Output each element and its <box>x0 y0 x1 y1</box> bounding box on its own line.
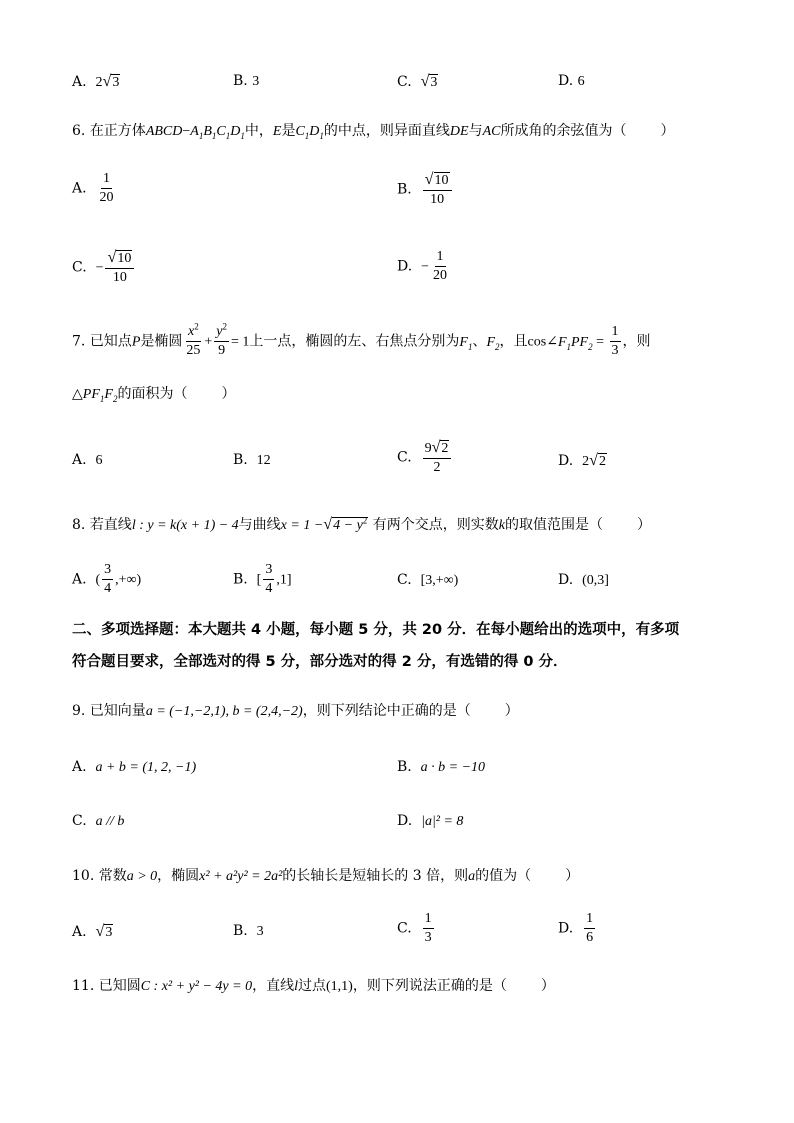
q10-option-c: C. $\frac{1}{3}$ <box>397 911 432 945</box>
q9-option-b: B. a · b = −10 <box>397 759 486 775</box>
q7-option-c: C. 9 √ 2 2 <box>397 440 453 475</box>
q10-option-a: A. √ 3 <box>72 923 113 941</box>
section-2-header-line2: 符合题目要求，全部选对的得 5 分，部分选对的得 2 分，有选错的得 0 分． <box>72 654 568 670</box>
q8-option-a: A. ( $\frac{3}{4}$ ,+∞) <box>72 562 142 596</box>
q7-stem: 7. 已知点P是椭圆 $\frac{x^2}{25}$ + $\frac{y^2}{9}$ = 1上一点，椭圆的左、右焦点分别为$F_1$、$F_2$，且$\cos\angle F_1PF_2$ = $\frac{1}{3}$ ，则 <box>72 321 651 358</box>
q6-stem: 6. 在正方体$ABCD-A_1B_1C_1D_1$中，E是$C_1D_1$的中点，则异面直线DE与AC所成角的余弦值为（ ） <box>72 123 675 141</box>
q8-option-c: C. [3,+∞) <box>397 572 459 588</box>
q8-option-b: B. [ $\frac{3}{4}$ ,1] <box>233 562 292 596</box>
q5-option-c: C. √ 3 <box>397 73 438 91</box>
q10-option-d: D. $\frac{1}{6}$ <box>558 911 594 945</box>
section-2-header-line1: 二、多项选择题：本大题共 4 小题，每小题 5 分，共 20 分．在每小题给出的选项中，有多项 <box>72 622 680 638</box>
q8-stem: 8. 若直线l : y = k(x + 1) − 4与曲线x = 1 − √ $4 - y^2$ 有两个交点，则实数k的取值范围是（ ） <box>72 515 651 534</box>
q10-option-b: B. 3 <box>233 923 264 939</box>
q6-option-a: A. $\frac{1}{20}$ <box>72 171 114 205</box>
q6-option-b: B. √ 10 10 <box>397 172 454 207</box>
q9-stem: 9. 已知向量a = (−1,−2,1), b = (2,4,−2)，则下列结论中正确的是（ ） <box>72 703 519 719</box>
q9-option-c: C. a // b <box>72 813 125 829</box>
q7-option-d: D. 2 √ 2 <box>558 452 606 470</box>
q7-stem-line2: $\triangle PF_1F_2$的面积为（ ） <box>72 386 236 404</box>
q6-option-c: C. − √ 10 10 <box>72 250 136 285</box>
q7-option-b: B. 12 <box>233 452 271 468</box>
q7-option-a: A. 6 <box>72 452 103 468</box>
q9-option-d: D. |a|² = 8 <box>397 813 464 829</box>
q9-option-a: A. a + b = (1, 2, −1) <box>72 759 197 775</box>
q5-option-a: A. 2 √ 3 <box>72 73 120 91</box>
q5-option-d: D. 6 <box>558 73 585 89</box>
q6-option-d: D. − $\frac{1}{20}$ <box>397 249 447 283</box>
q8-option-d: D. (0,3] <box>558 572 609 588</box>
q11-stem: 11. 已知圆C : x² + y² − 4y = 0，直线l过点(1,1)，则下列说法正确的是（ ） <box>72 978 555 994</box>
q10-stem: 10. 常数a > 0，椭圆x² + a²y² = 2a²的长轴长是短轴长的 3 倍，则a的值为（ ） <box>72 868 580 884</box>
q5-option-b: B. 3 <box>233 73 260 89</box>
